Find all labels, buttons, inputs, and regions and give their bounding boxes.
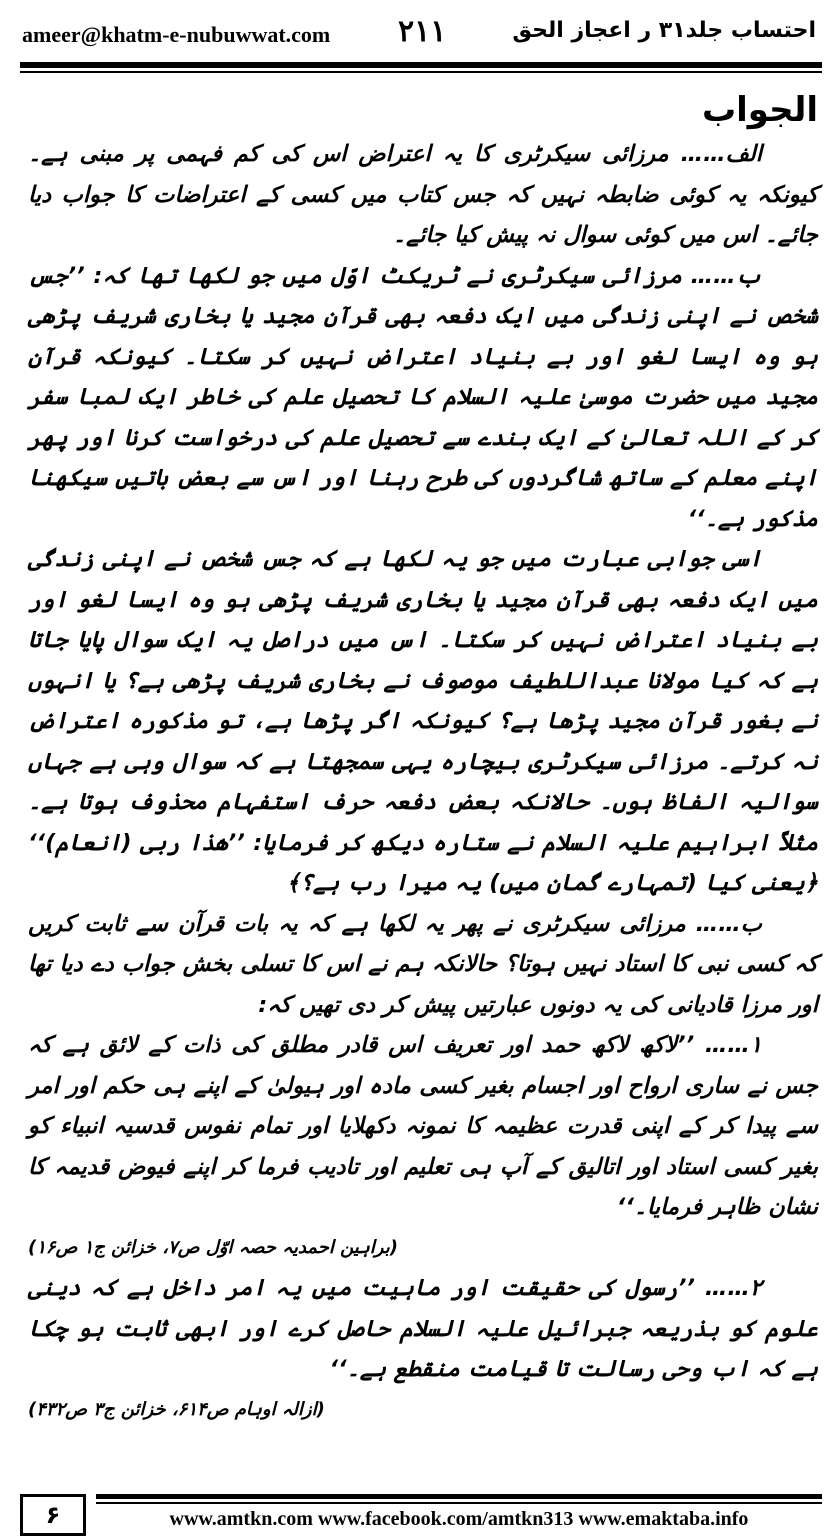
paragraph-be-2: ب…… مرزائی سیکرٹری نے پھر یہ لکھا ہے کہ یہ بات قرآن سے ثابت کریں کہ کسی نبی کا استاد نہیں ہوتا؟ حالانکہ ہم نے اس کا تسلی بخش جواب دے دیا تھا اور مرزا قادیانی کی یہ دونوں عبارتیں پیش کر دی تھیں کہ: xyxy=(28,910,818,1018)
header-page-number: ۲۱۱ xyxy=(398,14,447,49)
footer-rule-thin xyxy=(96,1502,822,1504)
page-body xyxy=(28,86,818,1466)
quote-2 xyxy=(28,1268,818,1430)
quote-1 xyxy=(28,1025,818,1268)
quote-1-reference: (براہین احمدیہ حصہ اوّل ص۷، خزائن ج۱ ص۱۶) xyxy=(28,1236,398,1258)
header-book-title: احتساب جلد۳۱ ر اعجاز الحق xyxy=(512,18,816,43)
page-header xyxy=(0,0,840,66)
header-email: ameer@khatm-e-nubuwwat.com xyxy=(22,22,331,47)
footer-page-number: ۶ xyxy=(20,1494,86,1536)
footer-band xyxy=(96,1494,822,1536)
header-rule-thin xyxy=(20,71,822,73)
quote-2-reference: (ازالہ اوہام ص۶۱۴، خزائن ج۳ ص۴۳۲) xyxy=(28,1398,325,1420)
header-rule-thick xyxy=(20,62,822,68)
page-footer xyxy=(0,1488,840,1540)
footer-rule-thick xyxy=(96,1494,822,1499)
quote-1-text: ۱…… ’’لاکھ لاکھ حمد اور تعریف اس قادر مطلق کی ذات کے لائق ہے کہ جس نے ساری ارواح اور اجسام بغیر کسی مادہ اور ہیولیٰ کے اپنے ہی حکم اور امر سے پیدا کر کے اپنی قدرت عظیمہ کا نمونہ دکھلایا اور تمام نفوس قدسیہ انبیاء کو بغیر کسی استاد اور اتالیق کے آپ ہی تعلیم اور تادیب فرما کر اپنے فیوض قدیمہ کا نشان ظاہر فرمایا۔‘‘ xyxy=(28,1032,818,1220)
paragraph-response: اسی جوابی عبارت میں جو یہ لکھا ہے کہ جس شخص نے اپنی زندگی میں ایک دفعہ بھی قرآن مجید یا بخاری شریف پڑھی ہو وہ ایسا لغو اور بے بنیاد اعتراض نہیں کر سکتا۔ اس میں دراصل یہ ایک سوال پایا جاتا ہے کہ کیا مولانا عبداللطیف موصوف نے بخاری شریف پڑھی ہے؟ یا انہوں نے بغور قرآن مجید پڑھا ہے؟ کیونکہ اگر پڑھا ہے، تو مذکورہ اعتراض نہ کرتے۔ مرزائی سیکرٹری بیچارہ یہی سمجھتا ہے کہ سوال وہی ہے جہاں سوالیہ الفاظ ہوں۔ حالانکہ بعض دفعہ حرف استفہام محذوف ہوتا ہے۔ مثلاً ابراہیم علیہ السلام نے ستارہ دیکھ کر فرمایا: ’’ھٰذا ربی (انعام)‘‘ ﴿یعنی کیا (تمہارے گمان میں) یہ میرا رب ہے؟﴾ xyxy=(28,546,818,896)
paragraph-be-1: ب…… مرزائی سیکرٹری نے ٹریکٹ اوّل میں جو لکھا تھا کہ: ’’جس شخص نے اپنی زندگی میں ایک دفعہ بھی قرآن مجید یا بخاری شریف پڑھی ہو وہ ایسا لغو اور بے بنیاد اعتراض نہیں کر سکتا۔ کیونکہ قرآن مجید میں حضرت موسیٰ علیہ السلام کا تحصیل علم کی خاطر ایک لمبا سفر کر کے اللہ تعالیٰ کے ایک بندے سے تحصیل علم کی درخواست کرنا اور پھر اپنے معلم کے ساتھ شاگردوں کی طرح رہنا اور اس سے بعض باتیں سیکھنا مذکور ہے۔‘‘ xyxy=(28,262,818,532)
paragraph-alif: الف…… مرزائی سیکرٹری کا یہ اعتراض اس کی کم فہمی پر مبنی ہے۔ کیونکہ یہ کوئی ضابطہ نہیں کہ جس کتاب میں کسی کے اعتراضات کا جواب دیا جائے۔ اس میں کوئی سوال نہ پیش کیا جائے۔ xyxy=(28,141,818,248)
section-heading: الجواب xyxy=(701,90,818,130)
footer-urls: www.amtkn.com www.facebook.com/amtkn313 www.emaktaba.info xyxy=(169,1508,749,1530)
quote-2-text: ۲…… ’’رسول کی حقیقت اور ماہیت میں یہ امر داخل ہے کہ دینی علوم کو بذریعہ جبرائیل علیہ السلام حاصل کرے اور ابھی ثابت ہو چکا ہے کہ اب وحی رسالت تا قیامت منقطع ہے۔‘‘ xyxy=(28,1275,818,1382)
